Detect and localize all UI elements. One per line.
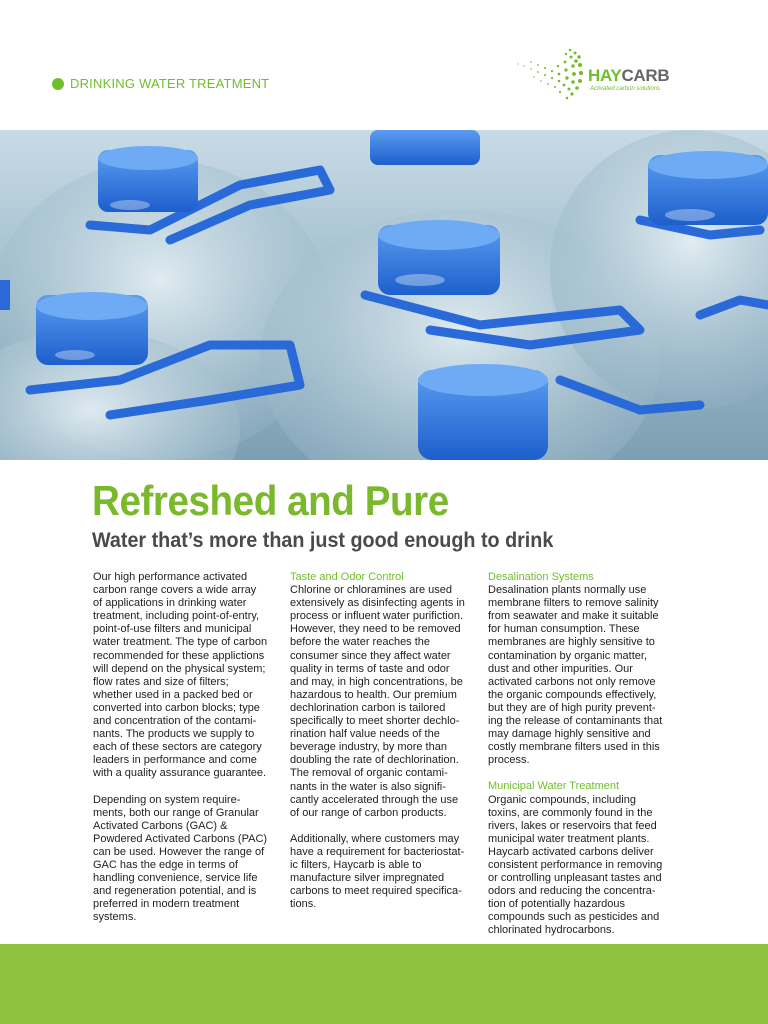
desalination-paragraph: Desalination plants normally use membrane filters to remove salinity from seawater and make it suitable for human consumption. These membranes are highly sensitive to contamination by organic matter, dust and other impurities. Our activated carbons not only remove the organic compounds effectively, but they are of high purity prevent- ing the release of contaminants that may damage highly sensitive and costly membrane filters used in this process. <box>488 584 663 767</box>
footer-green-band <box>0 944 768 1024</box>
taste-odor-paragraph: Chlorine or chloramines are used extensively as disinfecting agents in process or influent water purifiction. However, they need to be removed before the water reaches the consumer since they affect water quality in terms of taste and odor and may, in high concentrations, be hazardous to health. Our premium dechlorination carbon is tailored specifically to meet shorter dechlo- rination half value needs of the beverage industry, by more than doubling the rate of dechlorination. The removal of organic contami- nants in the water is also signifi- cantly accelerated through the use of our range of carbon products. <box>290 584 465 819</box>
page-subtitle: Water that’s more than just good enough to drink <box>92 529 554 552</box>
text-column-3 <box>488 571 676 951</box>
bacteriostatic-paragraph: Additionally, where customers may have a requirement for bacteriostat- ic filters, Haycarb is able to manufacture silver impregnated carbons to meet required specifica- tions. <box>290 832 465 911</box>
haycarb-logo <box>510 44 670 104</box>
water-bottles-photo <box>0 130 768 460</box>
section-label <box>52 76 269 91</box>
logo-tagline: Activated carbon solutions <box>590 86 661 92</box>
page-header <box>0 0 768 130</box>
logo-word-hay: HAY <box>588 66 622 85</box>
desalination-heading: Desalination Systems <box>488 571 594 583</box>
logo-wordmark <box>588 66 669 86</box>
logo-word-carb: CARB <box>621 66 670 85</box>
text-column-1 <box>93 571 281 937</box>
municipal-heading: Municipal Water Treatment <box>488 780 620 793</box>
municipal-paragraph: Organic compounds, including toxins, are commonly found in the rivers, lakes or reservoirs that feed municipal water treatment plants. Haycarb activated carbons deliver consistent performance in removing or controlling unpleasant tastes and odors and reducing the concentra- tion of potentially hazardous compounds such as pesticides and chlorinated hydrocarbons. <box>488 793 663 937</box>
hero-image-water-bottles <box>0 130 768 460</box>
page-title: Refreshed and Pure <box>92 477 449 524</box>
gac-pac-paragraph: Depending on system require- ments, both our range of Granular Activated Carbons (GAC) & Powdered Activated Carbons (PAC) can be used. However the range of GAC has the edge in terms of handling convenience, service life and regeneration potential, and is preferred in modern treatment systems. <box>93 793 268 924</box>
dotted-globe-icon <box>510 44 590 104</box>
green-dot-icon <box>52 78 64 90</box>
section-label-text: DRINKING WATER TREATMENT <box>70 76 270 91</box>
text-column-2 <box>290 571 478 924</box>
intro-paragraph: Our high performance activated carbon range covers a wide array of applications in drinking water treatment, including point-of-entry, point-of-use filters and municipal water treatment. The type of carbon recommended for these applictions will depend on the physical system; flow rates and size of filters; whether used in a packed bed or converted into carbon blocks; type and concentration of the contami- nants. The products we supply to each of these sectors are category leaders in performance and come with a quality assurance guarantee. <box>93 571 268 780</box>
taste-odor-heading: Taste and Odor Control <box>290 571 404 583</box>
